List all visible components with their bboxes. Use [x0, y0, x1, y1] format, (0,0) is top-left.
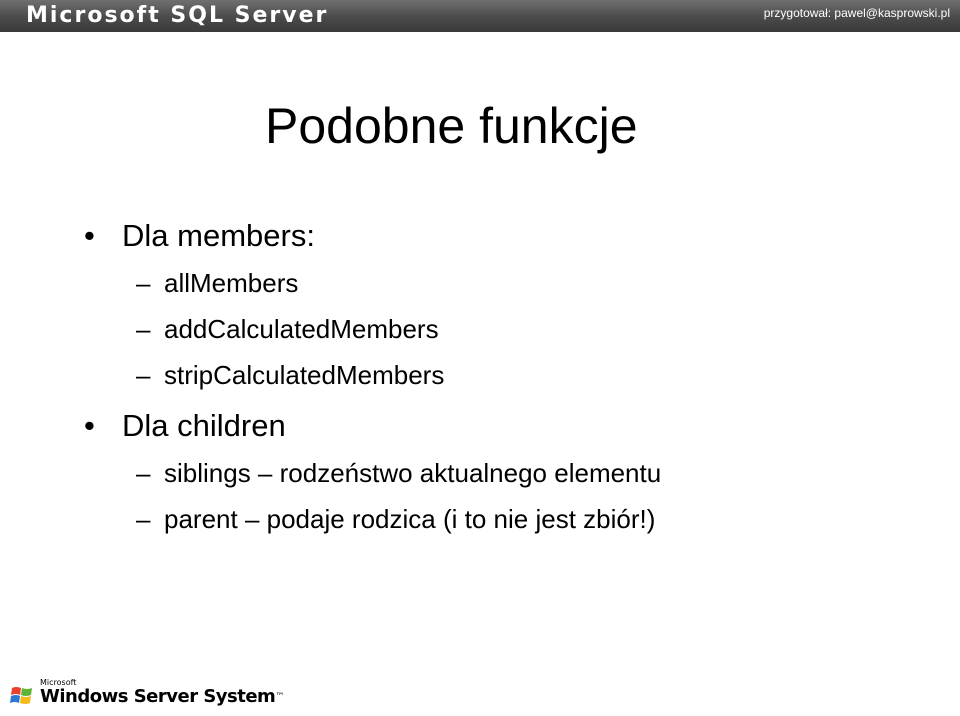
header-bar [0, 0, 960, 32]
dash-icon: – [136, 314, 151, 344]
product-brand: Microsoft SQL Server [26, 3, 329, 28]
sub-item-text: siblings – rodzeństwo aktualnego elementu [164, 458, 662, 488]
bullet-dot-icon: • [84, 408, 95, 443]
author-credit: przygotował: pawel@kasprowski.pl [763, 6, 950, 20]
sub-item-stripcalculatedmembers [136, 360, 444, 390]
trademark-symbol: ™ [275, 692, 284, 702]
dash-icon: – [136, 360, 151, 390]
sub-item-allmembers [136, 268, 298, 298]
footer-brand [40, 684, 284, 710]
windows-flag-icon [10, 684, 34, 708]
sub-item-text: stripCalculatedMembers [164, 360, 445, 390]
dash-icon: – [136, 504, 151, 534]
sub-item-siblings [136, 458, 661, 488]
footer-microsoft-label: Microsoft [40, 678, 77, 687]
bullet-item-members [84, 218, 315, 254]
sub-item-addcalculatedmembers [136, 314, 439, 344]
sub-item-parent [136, 504, 655, 534]
sub-item-text: allMembers [164, 268, 299, 298]
bullet-text: Dla members: [122, 218, 315, 253]
dash-icon: – [136, 268, 151, 298]
bullet-dot-icon: • [84, 218, 95, 253]
sub-item-text: addCalculatedMembers [164, 314, 439, 344]
bullet-item-children [84, 408, 286, 444]
dash-icon: – [136, 458, 151, 488]
bullet-text: Dla children [122, 408, 286, 443]
sub-item-text: parent – podaje rodzica (i to nie jest zbiór!) [164, 504, 656, 534]
slide-title: Podobne funkcje [265, 98, 638, 154]
footer-brand-text: Windows Server System [40, 686, 276, 707]
